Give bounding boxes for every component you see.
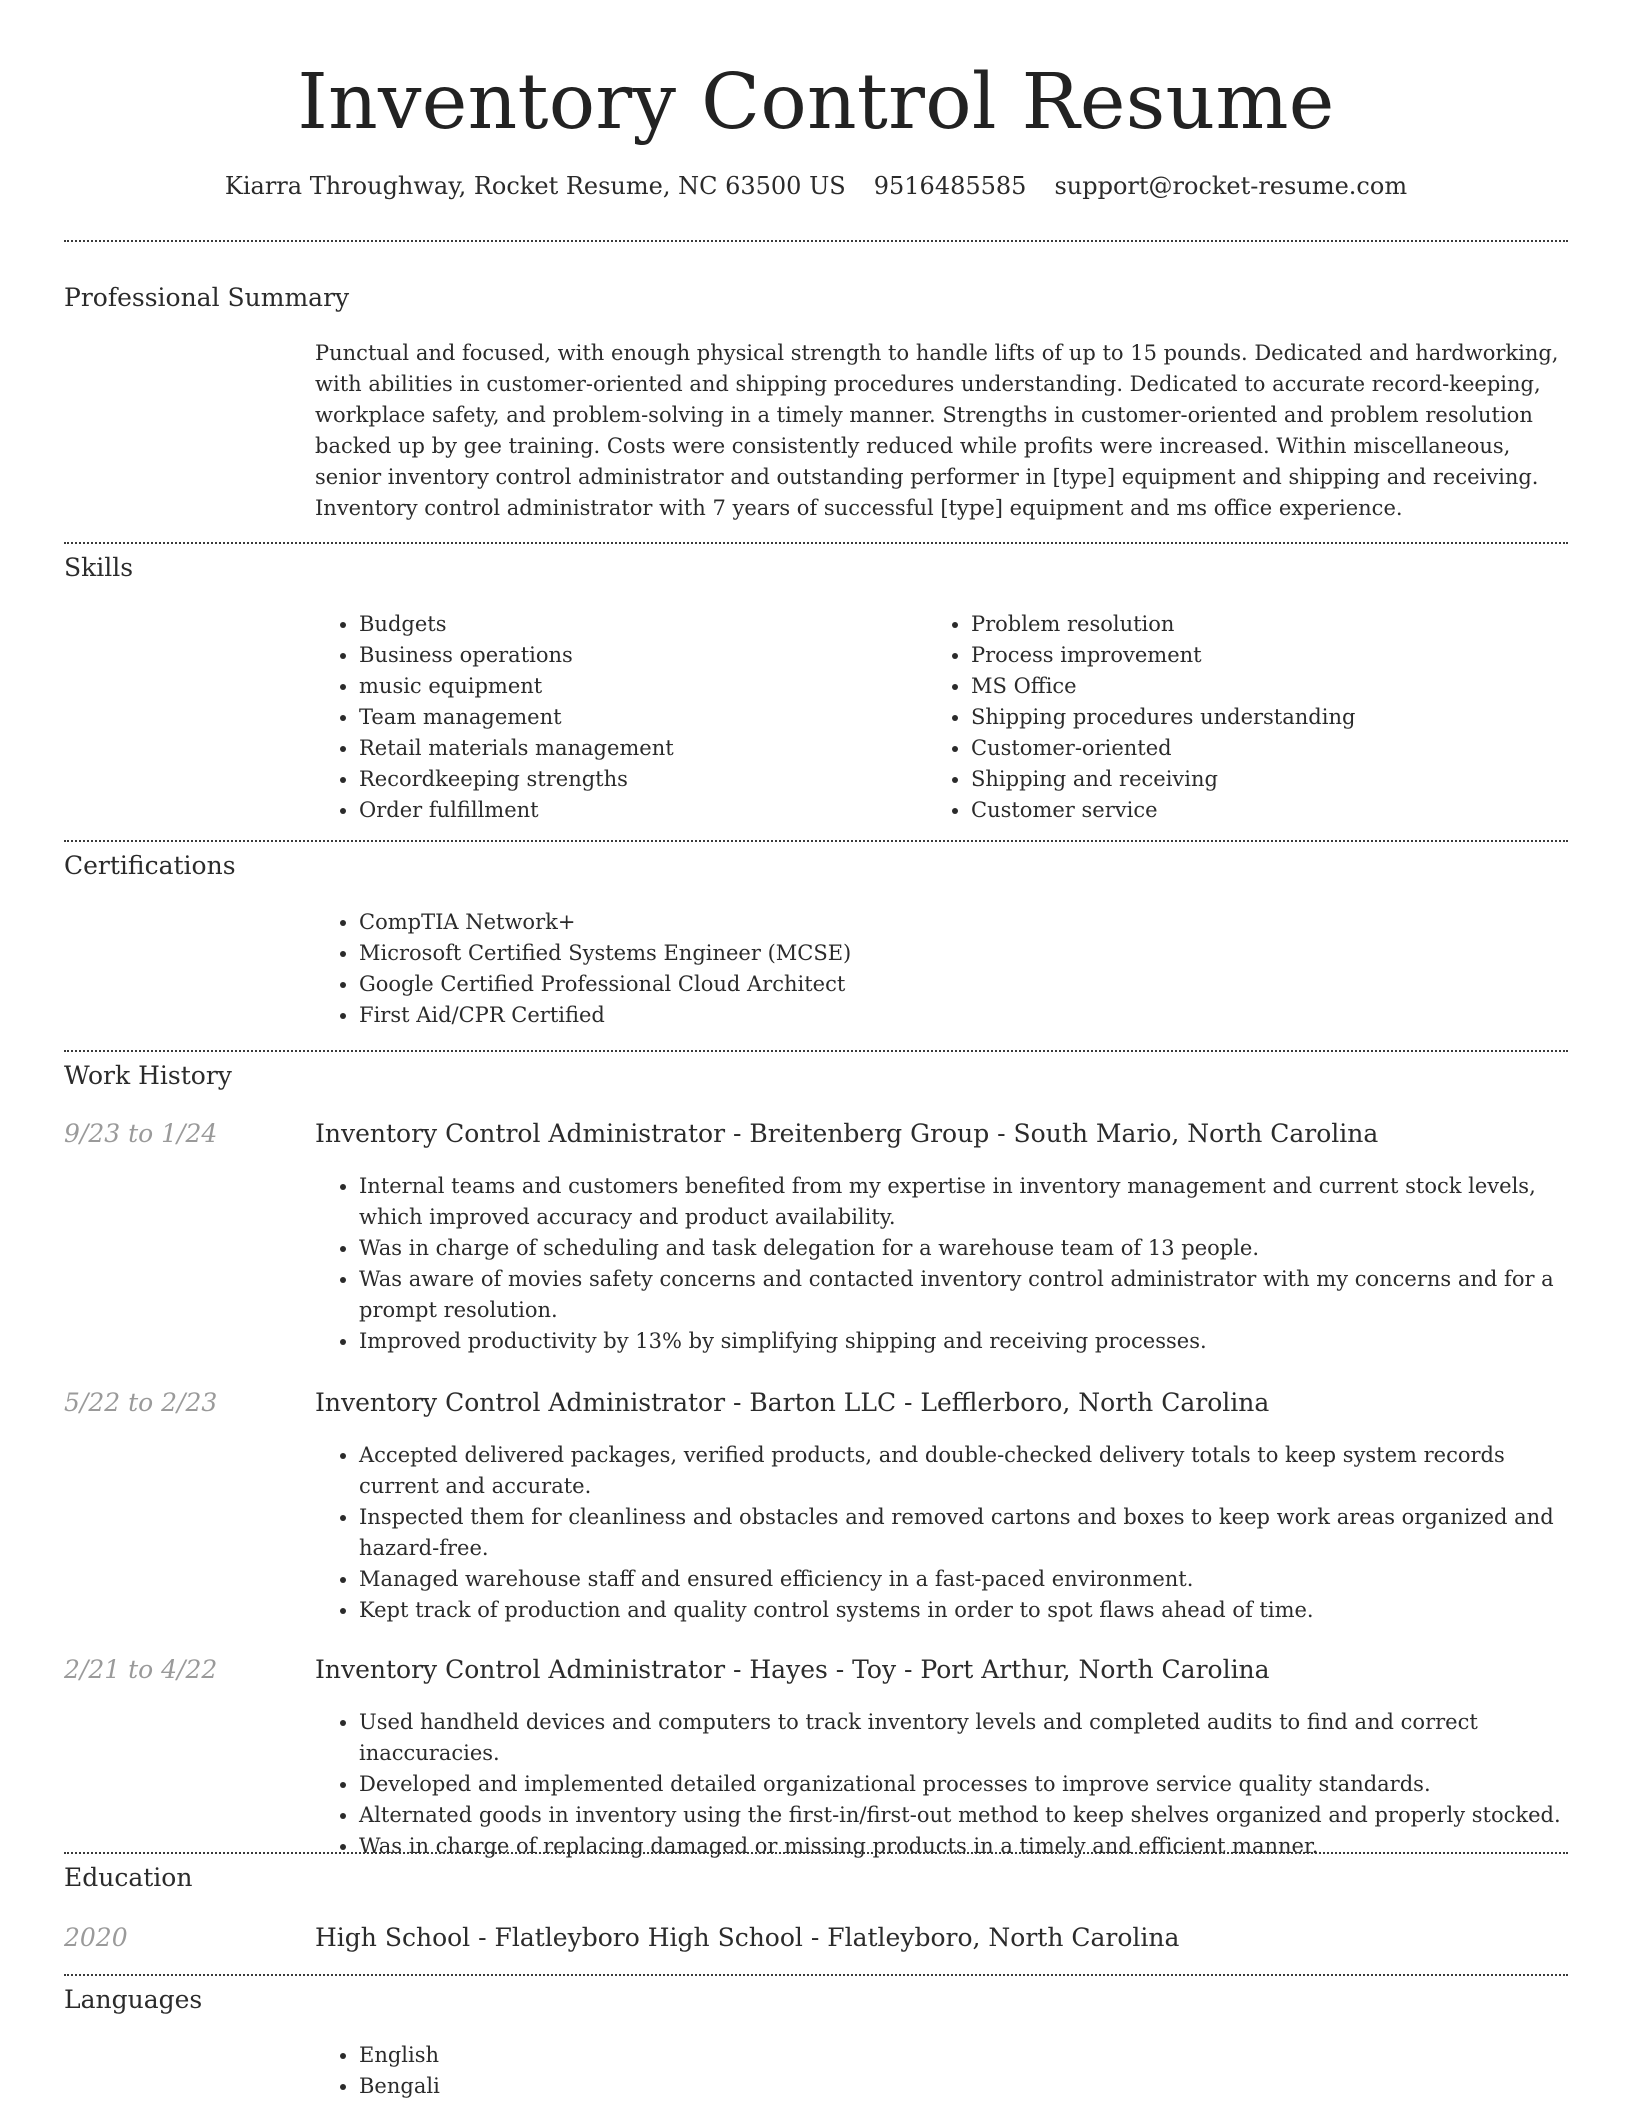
summary-heading: Professional Summary bbox=[64, 283, 350, 312]
contact-address: Kiarra Throughway, Rocket Resume, NC 63500 US bbox=[224, 172, 846, 200]
section-divider bbox=[64, 1974, 1568, 1976]
skill-item: • Retail materials management bbox=[359, 733, 919, 764]
job-bullet: • Kept track of production and quality control systems in order to spot flaws ahead of time. bbox=[359, 1595, 1567, 1626]
work-history-heading: Work History bbox=[64, 1061, 232, 1090]
skill-item: • Team management bbox=[359, 702, 919, 733]
skill-item: • Business operations bbox=[359, 640, 919, 671]
section-divider bbox=[64, 542, 1568, 544]
job-bullet: • Inspected them for cleanliness and obstacles and removed cartons and boxes to keep work areas organized and hazard-free. bbox=[359, 1502, 1567, 1564]
certification-item: • Microsoft Certified Systems Engineer (MCSE) bbox=[359, 938, 1559, 969]
section-divider bbox=[64, 1050, 1568, 1052]
section-divider bbox=[64, 1852, 1568, 1854]
certification-item: • CompTIA Network+ bbox=[359, 907, 1559, 938]
skill-item: • Customer-oriented bbox=[971, 733, 1571, 764]
certifications-list bbox=[315, 907, 1559, 1031]
section-divider bbox=[64, 840, 1568, 842]
job-bullets bbox=[315, 1440, 1567, 1626]
skills-heading: Skills bbox=[64, 553, 134, 582]
education-entry: High School - Flatleyboro High School - Flatleyboro, North Carolina bbox=[315, 1923, 1180, 1952]
job-dates: 5/22 to 2/23 bbox=[64, 1388, 218, 1417]
education-heading: Education bbox=[64, 1863, 193, 1892]
job-bullet: • Alternated goods in inventory using the first-in/first-out method to keep shelves organized and properly stocked. bbox=[359, 1800, 1567, 1831]
certifications-heading: Certifications bbox=[64, 851, 236, 880]
job-title: Inventory Control Administrator - Barton LLC - Lefflerboro, North Carolina bbox=[315, 1388, 1270, 1417]
skill-item: • Shipping procedures understanding bbox=[971, 702, 1571, 733]
language-item: • English bbox=[359, 2040, 959, 2071]
skill-item: • music equipment bbox=[359, 671, 919, 702]
language-item: • Bengali bbox=[359, 2071, 959, 2102]
contact-line bbox=[0, 170, 1632, 202]
skill-item: • Shipping and receiving bbox=[971, 764, 1571, 795]
contact-email: support@rocket-resume.com bbox=[1054, 172, 1408, 200]
languages-list bbox=[315, 2040, 959, 2102]
skill-item: • Recordkeeping strengths bbox=[359, 764, 919, 795]
section-divider bbox=[64, 240, 1568, 242]
skill-item: • Budgets bbox=[359, 609, 919, 640]
certification-item: • Google Certified Professional Cloud Architect bbox=[359, 969, 1559, 1000]
job-bullet: • Was in charge of scheduling and task delegation for a warehouse team of 13 people. bbox=[359, 1233, 1567, 1264]
skill-item: • Process improvement bbox=[971, 640, 1571, 671]
summary-text: Punctual and focused, with enough physical strength to handle lifts of up to 15 pounds. Dedicated and hardworking, with abilities in customer-oriented and shipping procedures understanding. Dedicated to accurate record-keeping, workplace safety, and problem-solving in a timely manner. Strengths in customer-oriented and problem resolution backed up by gee training. Costs were consistently reduced while profits were increased. Within miscellaneous, senior inventory control administrator and outstanding performer in [type] equipment and shipping and receiving. Inventory control administrator with 7 years of successful [type] equipment and ms office experience. bbox=[315, 341, 1559, 520]
skill-item: • Customer service bbox=[971, 795, 1571, 826]
skills-list-left bbox=[315, 609, 919, 826]
skill-item: • Order fulfillment bbox=[359, 795, 919, 826]
job-bullets bbox=[315, 1171, 1567, 1357]
resume-title: Inventory Control Resume bbox=[297, 58, 1335, 147]
education-year: 2020 bbox=[64, 1923, 128, 1952]
skill-item: • MS Office bbox=[971, 671, 1571, 702]
job-bullets bbox=[315, 1707, 1567, 1862]
job-bullet: • Managed warehouse staff and ensured efficiency in a fast-paced environment. bbox=[359, 1564, 1567, 1595]
certification-item: • First Aid/CPR Certified bbox=[359, 1000, 1559, 1031]
job-bullet: • Was in charge of replacing damaged or missing products in a timely and efficient manner. bbox=[359, 1831, 1567, 1862]
job-bullet: • Developed and implemented detailed organizational processes to improve service quality standards. bbox=[359, 1769, 1567, 1800]
skills-list-right bbox=[927, 609, 1571, 826]
job-bullet: • Improved productivity by 13% by simplifying shipping and receiving processes. bbox=[359, 1326, 1567, 1357]
languages-heading: Languages bbox=[64, 1985, 203, 2014]
job-title: Inventory Control Administrator - Hayes - Toy - Port Arthur, North Carolina bbox=[315, 1655, 1270, 1684]
skill-item: • Problem resolution bbox=[971, 609, 1571, 640]
job-bullet: • Used handheld devices and computers to track inventory levels and completed audits to find and correct inaccuracies. bbox=[359, 1707, 1567, 1769]
job-bullet: • Was aware of movies safety concerns and contacted inventory control administrator with my concerns and for a prompt resolution. bbox=[359, 1264, 1567, 1326]
job-title: Inventory Control Administrator - Breitenberg Group - South Mario, North Carolina bbox=[315, 1119, 1379, 1148]
job-dates: 9/23 to 1/24 bbox=[64, 1119, 218, 1148]
job-bullet: • Accepted delivered packages, verified products, and double-checked delivery totals to keep system records current and accurate. bbox=[359, 1440, 1567, 1502]
contact-phone: 9516485585 bbox=[873, 172, 1027, 200]
job-bullet: • Internal teams and customers benefited from my expertise in inventory management and current stock levels, which improved accuracy and product availability. bbox=[359, 1171, 1567, 1233]
job-dates: 2/21 to 4/22 bbox=[64, 1655, 218, 1684]
